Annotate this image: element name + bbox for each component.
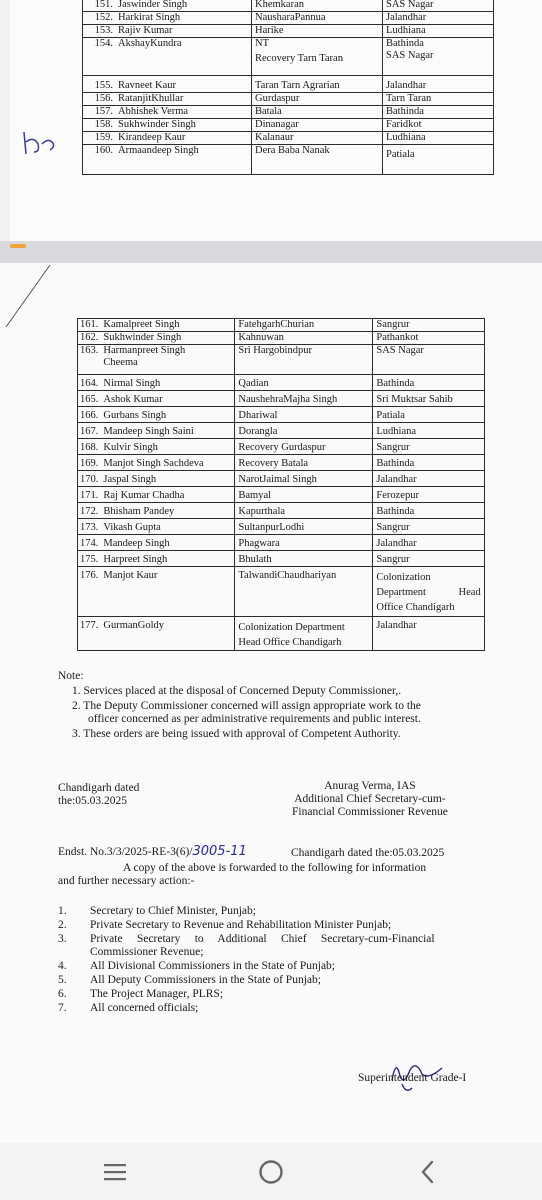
table-row: 168. Kulvir Singh Recovery Gurdaspur Sangrur bbox=[78, 439, 485, 455]
list-item: 6. The Project Manager, PLRS; bbox=[58, 988, 224, 1000]
table-row: 176. Manjot Kaur TalwandiChaudhariyan Colonization Department Head Office Chandigarh bbox=[78, 567, 485, 617]
endorsement-line bbox=[58, 845, 518, 859]
list-item: 1. Secretary to Chief Minister, Punjab; bbox=[58, 905, 256, 917]
table-row: 173. Vikash Gupta SultanpurLodhi Sangrur bbox=[78, 519, 485, 535]
home-circle-icon[interactable] bbox=[257, 1158, 285, 1186]
table-row: 155. Ravneet Kaur Taran Tarn Agrarian Jalandhar bbox=[83, 76, 494, 93]
table-row: 163. Harmanpreet Singh Cheema Sri Hargobindpur SAS Nagar bbox=[78, 345, 485, 375]
note-item: 2. The Deputy Commissioner concerned will assign appropriate work to the bbox=[72, 700, 421, 712]
list-item: 5. All Deputy Commissioners in the State of Punjab; bbox=[58, 974, 321, 986]
table-row: 153. Rajiv Kumar Harike Ludhiana bbox=[83, 25, 494, 38]
list-item-cont: Commissioner Revenue; bbox=[90, 946, 204, 958]
list-item: 4. All Divisional Commissioners in the State of Punjab; bbox=[58, 960, 336, 972]
table-row: 152. Harkirat Singh NausharaPannua Jalandhar bbox=[83, 12, 494, 25]
table-row: 170. Jaspal Singh NarotJaimal Singh Jalandhar bbox=[78, 471, 485, 487]
endorsement-ref: Endst. No.3/3/2025-RE-3(6)/ bbox=[58, 846, 193, 858]
note-item: officer concerned as per administrative requirements and public interest. bbox=[88, 713, 421, 725]
table-row: 161. Kamalpreet Singh FatehgarhChurian Sangrur bbox=[78, 319, 485, 332]
recipient-list bbox=[58, 905, 508, 1015]
list-item: 3. Private Secretary to Additional Chief Secretary-cum-Financial bbox=[58, 933, 435, 945]
signatory-block: Anurag Verma, IAS Additional Chief Secretary-cum- Financial Commissioner Revenue bbox=[292, 780, 448, 818]
transfer-table-2 bbox=[77, 318, 485, 651]
note-section bbox=[58, 670, 508, 741]
handwritten-number: 3005-11 bbox=[192, 844, 247, 859]
table-row: 172. Bhisham Pandey Kapurthala Bathinda bbox=[78, 503, 485, 519]
place-date: Chandigarh dated the:05.03.2025 bbox=[58, 782, 140, 807]
table-row: 165. Ashok Kumar NaushehraMajha Singh Sri Muktsar Sahib bbox=[78, 391, 485, 407]
note-item: 3. These orders are being issued with approval of Competent Authority. bbox=[72, 728, 401, 740]
table-row: 151. Jaswinder Singh Khemkaran SAS Nagar bbox=[83, 0, 494, 12]
table-row: 160. Armaandeep Singh Dera Baba Nanak Patiala bbox=[83, 145, 494, 175]
copy-forward-text: A copy of the above is forwarded to the following for information and further necessary action:- bbox=[58, 862, 427, 887]
page-separator bbox=[0, 241, 542, 263]
menu-icon[interactable] bbox=[102, 1162, 128, 1182]
table-row: 174. Mandeep Singh Phagwara Jalandhar bbox=[78, 535, 485, 551]
list-item: 7. All concerned officials; bbox=[58, 1002, 199, 1014]
table-row: 167. Mandeep Singh Saini Dorangla Ludhiana bbox=[78, 423, 485, 439]
orange-marker bbox=[10, 244, 26, 248]
endorsement-date: Chandigarh dated the:05.03.2025 bbox=[291, 847, 445, 859]
table-row: 164. Nirmal Singh Qadian Bathinda bbox=[78, 375, 485, 391]
table-row: 159. Kirandeep Kaur Kalanaur Ludhiana bbox=[83, 132, 494, 145]
table-row: 175. Harpreet Singh Bhulath Sangrur bbox=[78, 551, 485, 567]
table-row: 158. Sukhwinder Singh Dinanagar Faridkot bbox=[83, 119, 494, 132]
handwritten-initials-mark bbox=[20, 128, 60, 158]
table-row: 157. Abhishek Verma Batala Bathinda bbox=[83, 106, 494, 119]
transfer-table-1 bbox=[82, 0, 494, 175]
table-row: 177. GurmanGoldy Colonization Department Head Office Chandigarh Jalandhar bbox=[78, 617, 485, 651]
signatory-name: Anurag Verma, IAS bbox=[324, 780, 416, 792]
table-row: 169. Manjot Singh Sachdeva Recovery Batala Bathinda bbox=[78, 455, 485, 471]
list-item: 2. Private Secretary to Revenue and Rehabilitation Minister Punjab; bbox=[58, 919, 392, 931]
table-row: 156. RatanjitKhullar Gurdaspur Tarn Taran bbox=[83, 93, 494, 106]
table-row: 154. AkshayKundra NT Recovery Tarn Taran Bathinda SAS Nagar bbox=[83, 38, 494, 76]
table-row: 171. Raj Kumar Chadha Bamyal Ferozepur bbox=[78, 487, 485, 503]
table-row: 166. Gurbans Singh Dhariwal Patiala bbox=[78, 407, 485, 423]
diagonal-pen-stroke bbox=[0, 263, 60, 333]
note-item: 1. Services placed at the disposal of Concerned Deputy Commissioner,. bbox=[72, 685, 402, 697]
superintendent-title: Superintendent Grade-I bbox=[358, 1072, 467, 1084]
table-row: 162. Sukhwinder Singh Kahnuwan Pathankot bbox=[78, 332, 485, 345]
note-title: Note: bbox=[58, 670, 84, 682]
back-chevron-icon[interactable] bbox=[418, 1160, 438, 1184]
